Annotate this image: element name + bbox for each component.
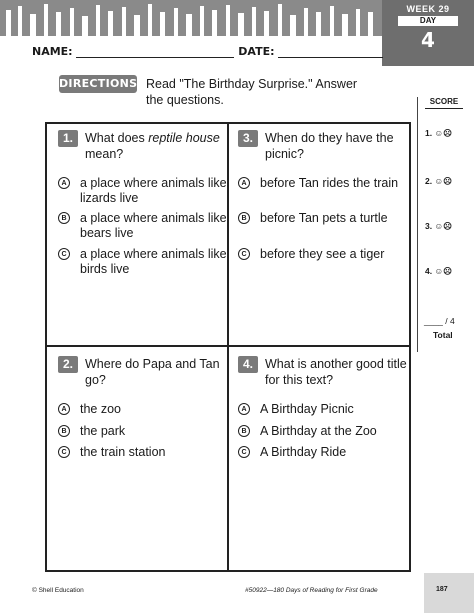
option-text: A Birthday Ride: [260, 445, 347, 459]
option-bubble[interactable]: A: [238, 177, 250, 189]
day-number: 4: [421, 28, 435, 52]
option-bubble[interactable]: C: [58, 248, 70, 260]
day-label: DAY: [398, 16, 458, 26]
option-text: a place where animals like lizards live: [80, 176, 227, 205]
sad-face-icon[interactable]: ☹: [443, 266, 453, 276]
week-label: WEEK 29: [406, 4, 450, 14]
question-text: What does reptile house mean?: [85, 131, 220, 161]
question-text: What is another good title for this text?: [265, 357, 407, 387]
name-date-row: [32, 45, 383, 58]
date-line[interactable]: [278, 45, 383, 58]
option-text: the zoo: [80, 402, 122, 416]
option-bubble[interactable]: C: [58, 446, 70, 458]
option-bubble[interactable]: C: [238, 248, 250, 260]
option-bubble[interactable]: A: [58, 177, 70, 189]
sad-face-icon[interactable]: ☹: [443, 128, 453, 138]
question-text: When do they have the picnic?: [265, 131, 394, 161]
question-number: 2.: [58, 356, 78, 373]
happy-face-icon[interactable]: ☺: [432, 221, 444, 231]
footer-copyright: © Shell Education: [32, 587, 84, 594]
option-text: a place where animals like bears live: [80, 211, 227, 240]
option-text: the train station: [80, 445, 166, 459]
option-bubble[interactable]: C: [238, 446, 250, 458]
page-number-tab: [424, 573, 474, 613]
option-bubble[interactable]: B: [238, 212, 250, 224]
name-line[interactable]: [76, 45, 234, 58]
score-item-3[interactable]: 3. ☺☹: [425, 221, 453, 231]
date-label: DATE:: [238, 45, 275, 58]
total-score-line[interactable]: ____ / 4: [424, 316, 455, 326]
directions-text: Read "The Birthday Surprise." Answer the questions.: [146, 77, 358, 107]
option-bubble[interactable]: B: [58, 425, 70, 437]
option-text: A Birthday at the Zoo: [260, 424, 377, 438]
question-text: Where do Papa and Tan go?: [85, 357, 220, 387]
score-heading: SCORE: [425, 97, 463, 109]
score-divider: [417, 97, 418, 352]
happy-face-icon[interactable]: ☺: [432, 128, 444, 138]
directions-badge: DIRECTIONS: [59, 75, 137, 93]
score-item-2[interactable]: 2. ☺☹: [425, 176, 453, 186]
happy-face-icon[interactable]: ☺: [432, 266, 444, 276]
option-bubble[interactable]: A: [58, 403, 70, 415]
option-text: before they see a tiger: [260, 247, 385, 261]
total-label: Total: [433, 330, 453, 340]
score-item-4[interactable]: 4. ☺☹: [425, 266, 453, 276]
option-text: a place where animals like birds live: [80, 247, 227, 276]
question-number: 4.: [238, 356, 258, 373]
page-number: 187: [436, 586, 448, 593]
option-text: A Birthday Picnic: [260, 402, 354, 416]
name-label: NAME:: [32, 45, 73, 58]
happy-face-icon[interactable]: ☺: [432, 176, 444, 186]
sad-face-icon[interactable]: ☹: [443, 176, 453, 186]
option-text: before Tan pets a turtle: [260, 211, 388, 225]
question-number: 1.: [58, 130, 78, 147]
sad-face-icon[interactable]: ☹: [443, 221, 453, 231]
option-text: the park: [80, 424, 126, 438]
grid-divider-horizontal: [45, 345, 411, 347]
score-item-1[interactable]: 1. ☺☹: [425, 128, 453, 138]
option-bubble[interactable]: A: [238, 403, 250, 415]
question-number: 3.: [238, 130, 258, 147]
footer-book-title: #50922—180 Days of Reading for First Grade: [245, 587, 378, 594]
option-bubble[interactable]: B: [58, 212, 70, 224]
option-bubble[interactable]: B: [238, 425, 250, 437]
option-text: before Tan rides the train: [260, 176, 399, 190]
